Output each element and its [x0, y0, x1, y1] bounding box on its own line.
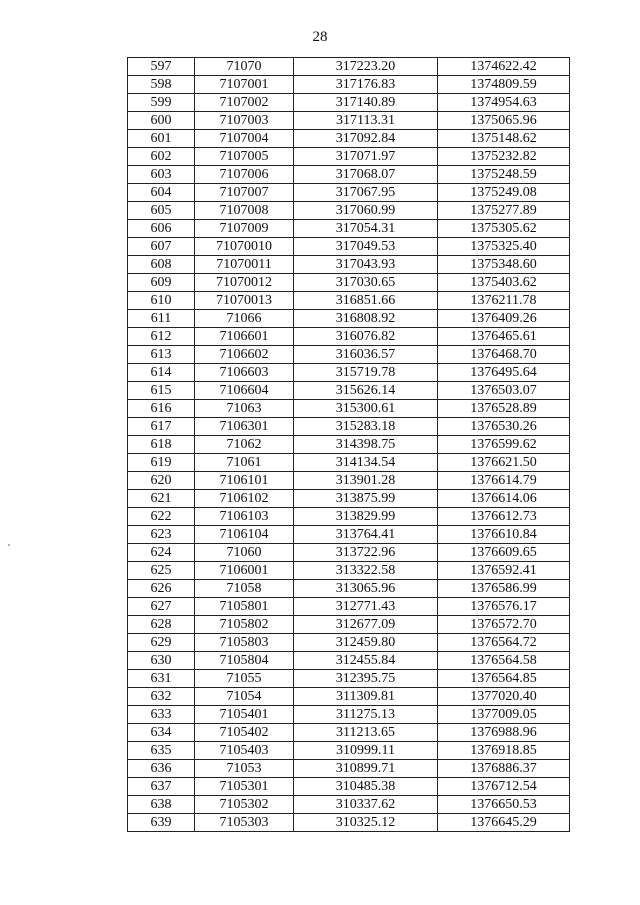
table-row — [128, 760, 570, 778]
y-coordinate-cell: 1376918.85 — [438, 742, 570, 760]
point-id-cell: 7107003 — [195, 112, 294, 130]
row-number-cell: 629 — [128, 634, 195, 652]
x-coordinate-cell: 312395.75 — [294, 670, 438, 688]
point-id-cell: 7105302 — [195, 796, 294, 814]
y-coordinate-cell: 1374954.63 — [438, 94, 570, 112]
y-coordinate-cell: 1376599.62 — [438, 436, 570, 454]
y-coordinate-cell: 1376530.26 — [438, 418, 570, 436]
x-coordinate-cell: 313722.96 — [294, 544, 438, 562]
point-id-cell: 71055 — [195, 670, 294, 688]
table-row — [128, 652, 570, 670]
table-row — [128, 274, 570, 292]
row-number-cell: 621 — [128, 490, 195, 508]
row-number-cell: 597 — [128, 58, 195, 76]
y-coordinate-cell: 1375249.08 — [438, 184, 570, 202]
table-row — [128, 76, 570, 94]
y-coordinate-cell: 1376564.85 — [438, 670, 570, 688]
table-row — [128, 796, 570, 814]
x-coordinate-cell: 312455.84 — [294, 652, 438, 670]
x-coordinate-cell: 310999.11 — [294, 742, 438, 760]
point-id-cell: 71063 — [195, 400, 294, 418]
point-id-cell: 7107004 — [195, 130, 294, 148]
point-id-cell: 7107009 — [195, 220, 294, 238]
table-row — [128, 364, 570, 382]
table-body — [128, 58, 570, 832]
table-row — [128, 328, 570, 346]
x-coordinate-cell: 314134.54 — [294, 454, 438, 472]
row-number-cell: 601 — [128, 130, 195, 148]
table-row — [128, 472, 570, 490]
x-coordinate-cell: 311275.13 — [294, 706, 438, 724]
row-number-cell: 631 — [128, 670, 195, 688]
y-coordinate-cell: 1376614.79 — [438, 472, 570, 490]
table-row — [128, 238, 570, 256]
y-coordinate-cell: 1376610.84 — [438, 526, 570, 544]
x-coordinate-cell: 317092.84 — [294, 130, 438, 148]
x-coordinate-cell: 312771.43 — [294, 598, 438, 616]
point-id-cell: 7105402 — [195, 724, 294, 742]
x-coordinate-cell: 315300.61 — [294, 400, 438, 418]
point-id-cell: 7106102 — [195, 490, 294, 508]
row-number-cell: 627 — [128, 598, 195, 616]
row-number-cell: 602 — [128, 148, 195, 166]
table-row — [128, 598, 570, 616]
point-id-cell: 71062 — [195, 436, 294, 454]
y-coordinate-cell: 1377009.05 — [438, 706, 570, 724]
x-coordinate-cell: 313875.99 — [294, 490, 438, 508]
table-row — [128, 742, 570, 760]
row-number-cell: 624 — [128, 544, 195, 562]
table-row — [128, 490, 570, 508]
x-coordinate-cell: 313829.99 — [294, 508, 438, 526]
row-number-cell: 611 — [128, 310, 195, 328]
point-id-cell: 71054 — [195, 688, 294, 706]
row-number-cell: 639 — [128, 814, 195, 832]
x-coordinate-cell: 314398.75 — [294, 436, 438, 454]
row-number-cell: 634 — [128, 724, 195, 742]
x-coordinate-cell: 317223.20 — [294, 58, 438, 76]
y-coordinate-cell: 1376586.99 — [438, 580, 570, 598]
point-id-cell: 7106001 — [195, 562, 294, 580]
table-row — [128, 778, 570, 796]
y-coordinate-cell: 1374622.42 — [438, 58, 570, 76]
row-number-cell: 608 — [128, 256, 195, 274]
x-coordinate-cell: 313901.28 — [294, 472, 438, 490]
y-coordinate-cell: 1376495.64 — [438, 364, 570, 382]
x-coordinate-cell: 316036.57 — [294, 346, 438, 364]
x-coordinate-cell: 311213.65 — [294, 724, 438, 742]
y-coordinate-cell: 1376564.58 — [438, 652, 570, 670]
point-id-cell: 71058 — [195, 580, 294, 598]
row-number-cell: 630 — [128, 652, 195, 670]
x-coordinate-cell: 317060.99 — [294, 202, 438, 220]
point-id-cell: 7105803 — [195, 634, 294, 652]
table-row — [128, 148, 570, 166]
row-number-cell: 633 — [128, 706, 195, 724]
point-id-cell: 7105801 — [195, 598, 294, 616]
x-coordinate-cell: 317113.31 — [294, 112, 438, 130]
x-coordinate-cell: 317176.83 — [294, 76, 438, 94]
y-coordinate-cell: 1375232.82 — [438, 148, 570, 166]
point-id-cell: 7107007 — [195, 184, 294, 202]
y-coordinate-cell: 1376645.29 — [438, 814, 570, 832]
y-coordinate-cell: 1375403.62 — [438, 274, 570, 292]
row-number-cell: 598 — [128, 76, 195, 94]
x-coordinate-cell: 317067.95 — [294, 184, 438, 202]
y-coordinate-cell: 1376886.37 — [438, 760, 570, 778]
y-coordinate-cell: 1376572.70 — [438, 616, 570, 634]
table-row — [128, 202, 570, 220]
row-number-cell: 619 — [128, 454, 195, 472]
table-row — [128, 94, 570, 112]
row-number-cell: 615 — [128, 382, 195, 400]
point-id-cell: 7105403 — [195, 742, 294, 760]
row-number-cell: 616 — [128, 400, 195, 418]
table-row — [128, 562, 570, 580]
y-coordinate-cell: 1376712.54 — [438, 778, 570, 796]
x-coordinate-cell: 315626.14 — [294, 382, 438, 400]
y-coordinate-cell: 1375348.60 — [438, 256, 570, 274]
y-coordinate-cell: 1376409.26 — [438, 310, 570, 328]
point-id-cell: 7107005 — [195, 148, 294, 166]
table-row — [128, 724, 570, 742]
table-row — [128, 616, 570, 634]
point-id-cell: 71060 — [195, 544, 294, 562]
point-id-cell: 7106603 — [195, 364, 294, 382]
x-coordinate-cell: 317030.65 — [294, 274, 438, 292]
point-id-cell: 7105802 — [195, 616, 294, 634]
row-number-cell: 636 — [128, 760, 195, 778]
row-number-cell: 609 — [128, 274, 195, 292]
x-coordinate-cell: 316851.66 — [294, 292, 438, 310]
x-coordinate-cell: 317068.07 — [294, 166, 438, 184]
table-row — [128, 112, 570, 130]
y-coordinate-cell: 1376564.72 — [438, 634, 570, 652]
y-coordinate-cell: 1376528.89 — [438, 400, 570, 418]
point-id-cell: 7105804 — [195, 652, 294, 670]
row-number-cell: 617 — [128, 418, 195, 436]
x-coordinate-cell: 312677.09 — [294, 616, 438, 634]
row-number-cell: 635 — [128, 742, 195, 760]
point-id-cell: 71061 — [195, 454, 294, 472]
row-number-cell: 632 — [128, 688, 195, 706]
row-number-cell: 637 — [128, 778, 195, 796]
table-row — [128, 292, 570, 310]
y-coordinate-cell: 1376465.61 — [438, 328, 570, 346]
table-row — [128, 436, 570, 454]
table-row — [128, 166, 570, 184]
row-number-cell: 603 — [128, 166, 195, 184]
point-id-cell: 71070013 — [195, 292, 294, 310]
x-coordinate-cell: 310485.38 — [294, 778, 438, 796]
point-id-cell: 7106602 — [195, 346, 294, 364]
table-row — [128, 580, 570, 598]
table-row — [128, 454, 570, 472]
row-number-cell: 628 — [128, 616, 195, 634]
point-id-cell: 7106301 — [195, 418, 294, 436]
table-row — [128, 670, 570, 688]
y-coordinate-cell: 1376621.50 — [438, 454, 570, 472]
table-row — [128, 688, 570, 706]
row-number-cell: 638 — [128, 796, 195, 814]
table-row — [128, 526, 570, 544]
y-coordinate-cell: 1375248.59 — [438, 166, 570, 184]
row-number-cell: 618 — [128, 436, 195, 454]
table-row — [128, 706, 570, 724]
y-coordinate-cell: 1374809.59 — [438, 76, 570, 94]
table-row — [128, 184, 570, 202]
page-number: 28 — [312, 29, 328, 45]
row-number-cell: 614 — [128, 364, 195, 382]
point-id-cell: 7105401 — [195, 706, 294, 724]
table-row — [128, 346, 570, 364]
point-id-cell: 7107002 — [195, 94, 294, 112]
x-coordinate-cell: 316076.82 — [294, 328, 438, 346]
row-number-cell: 606 — [128, 220, 195, 238]
y-coordinate-cell: 1376988.96 — [438, 724, 570, 742]
point-id-cell: 71070012 — [195, 274, 294, 292]
y-coordinate-cell: 1376614.06 — [438, 490, 570, 508]
row-number-cell: 605 — [128, 202, 195, 220]
table-row — [128, 382, 570, 400]
point-id-cell: 7106601 — [195, 328, 294, 346]
point-id-cell: 7106604 — [195, 382, 294, 400]
point-id-cell: 7106101 — [195, 472, 294, 490]
row-number-cell: 610 — [128, 292, 195, 310]
point-id-cell: 71070 — [195, 58, 294, 76]
table-row — [128, 256, 570, 274]
point-id-cell: 7106104 — [195, 526, 294, 544]
table-row — [128, 220, 570, 238]
x-coordinate-cell: 317071.97 — [294, 148, 438, 166]
coordinates-table — [127, 57, 570, 832]
row-number-cell: 604 — [128, 184, 195, 202]
x-coordinate-cell: 317054.31 — [294, 220, 438, 238]
row-number-cell: 622 — [128, 508, 195, 526]
y-coordinate-cell: 1376609.65 — [438, 544, 570, 562]
row-number-cell: 626 — [128, 580, 195, 598]
y-coordinate-cell: 1376612.73 — [438, 508, 570, 526]
x-coordinate-cell: 310325.12 — [294, 814, 438, 832]
point-id-cell: 71053 — [195, 760, 294, 778]
row-number-cell: 623 — [128, 526, 195, 544]
point-id-cell: 7107001 — [195, 76, 294, 94]
x-coordinate-cell: 311309.81 — [294, 688, 438, 706]
table-row — [128, 310, 570, 328]
row-number-cell: 599 — [128, 94, 195, 112]
row-number-cell: 613 — [128, 346, 195, 364]
table-row — [128, 58, 570, 76]
y-coordinate-cell: 1376503.07 — [438, 382, 570, 400]
row-number-cell: 600 — [128, 112, 195, 130]
scan-speck — [8, 544, 10, 546]
x-coordinate-cell: 310899.71 — [294, 760, 438, 778]
x-coordinate-cell: 310337.62 — [294, 796, 438, 814]
y-coordinate-cell: 1376576.17 — [438, 598, 570, 616]
point-id-cell: 7107006 — [195, 166, 294, 184]
x-coordinate-cell: 317140.89 — [294, 94, 438, 112]
y-coordinate-cell: 1376468.70 — [438, 346, 570, 364]
point-id-cell: 7105303 — [195, 814, 294, 832]
table-row — [128, 130, 570, 148]
point-id-cell: 71070010 — [195, 238, 294, 256]
table-row — [128, 508, 570, 526]
y-coordinate-cell: 1375277.89 — [438, 202, 570, 220]
x-coordinate-cell: 317043.93 — [294, 256, 438, 274]
table-row — [128, 814, 570, 832]
y-coordinate-cell: 1376592.41 — [438, 562, 570, 580]
x-coordinate-cell: 313065.96 — [294, 580, 438, 598]
y-coordinate-cell: 1375325.40 — [438, 238, 570, 256]
table-row — [128, 634, 570, 652]
x-coordinate-cell: 315719.78 — [294, 364, 438, 382]
point-id-cell: 7105301 — [195, 778, 294, 796]
y-coordinate-cell: 1375305.62 — [438, 220, 570, 238]
y-coordinate-cell: 1376650.53 — [438, 796, 570, 814]
table-row — [128, 544, 570, 562]
x-coordinate-cell: 313764.41 — [294, 526, 438, 544]
y-coordinate-cell: 1375065.96 — [438, 112, 570, 130]
row-number-cell: 607 — [128, 238, 195, 256]
x-coordinate-cell: 315283.18 — [294, 418, 438, 436]
table-row — [128, 418, 570, 436]
row-number-cell: 620 — [128, 472, 195, 490]
row-number-cell: 612 — [128, 328, 195, 346]
row-number-cell: 625 — [128, 562, 195, 580]
point-id-cell: 71066 — [195, 310, 294, 328]
table-row — [128, 400, 570, 418]
point-id-cell: 71070011 — [195, 256, 294, 274]
point-id-cell: 7106103 — [195, 508, 294, 526]
x-coordinate-cell: 313322.58 — [294, 562, 438, 580]
y-coordinate-cell: 1376211.78 — [438, 292, 570, 310]
x-coordinate-cell: 312459.80 — [294, 634, 438, 652]
y-coordinate-cell: 1377020.40 — [438, 688, 570, 706]
point-id-cell: 7107008 — [195, 202, 294, 220]
x-coordinate-cell: 317049.53 — [294, 238, 438, 256]
x-coordinate-cell: 316808.92 — [294, 310, 438, 328]
y-coordinate-cell: 1375148.62 — [438, 130, 570, 148]
